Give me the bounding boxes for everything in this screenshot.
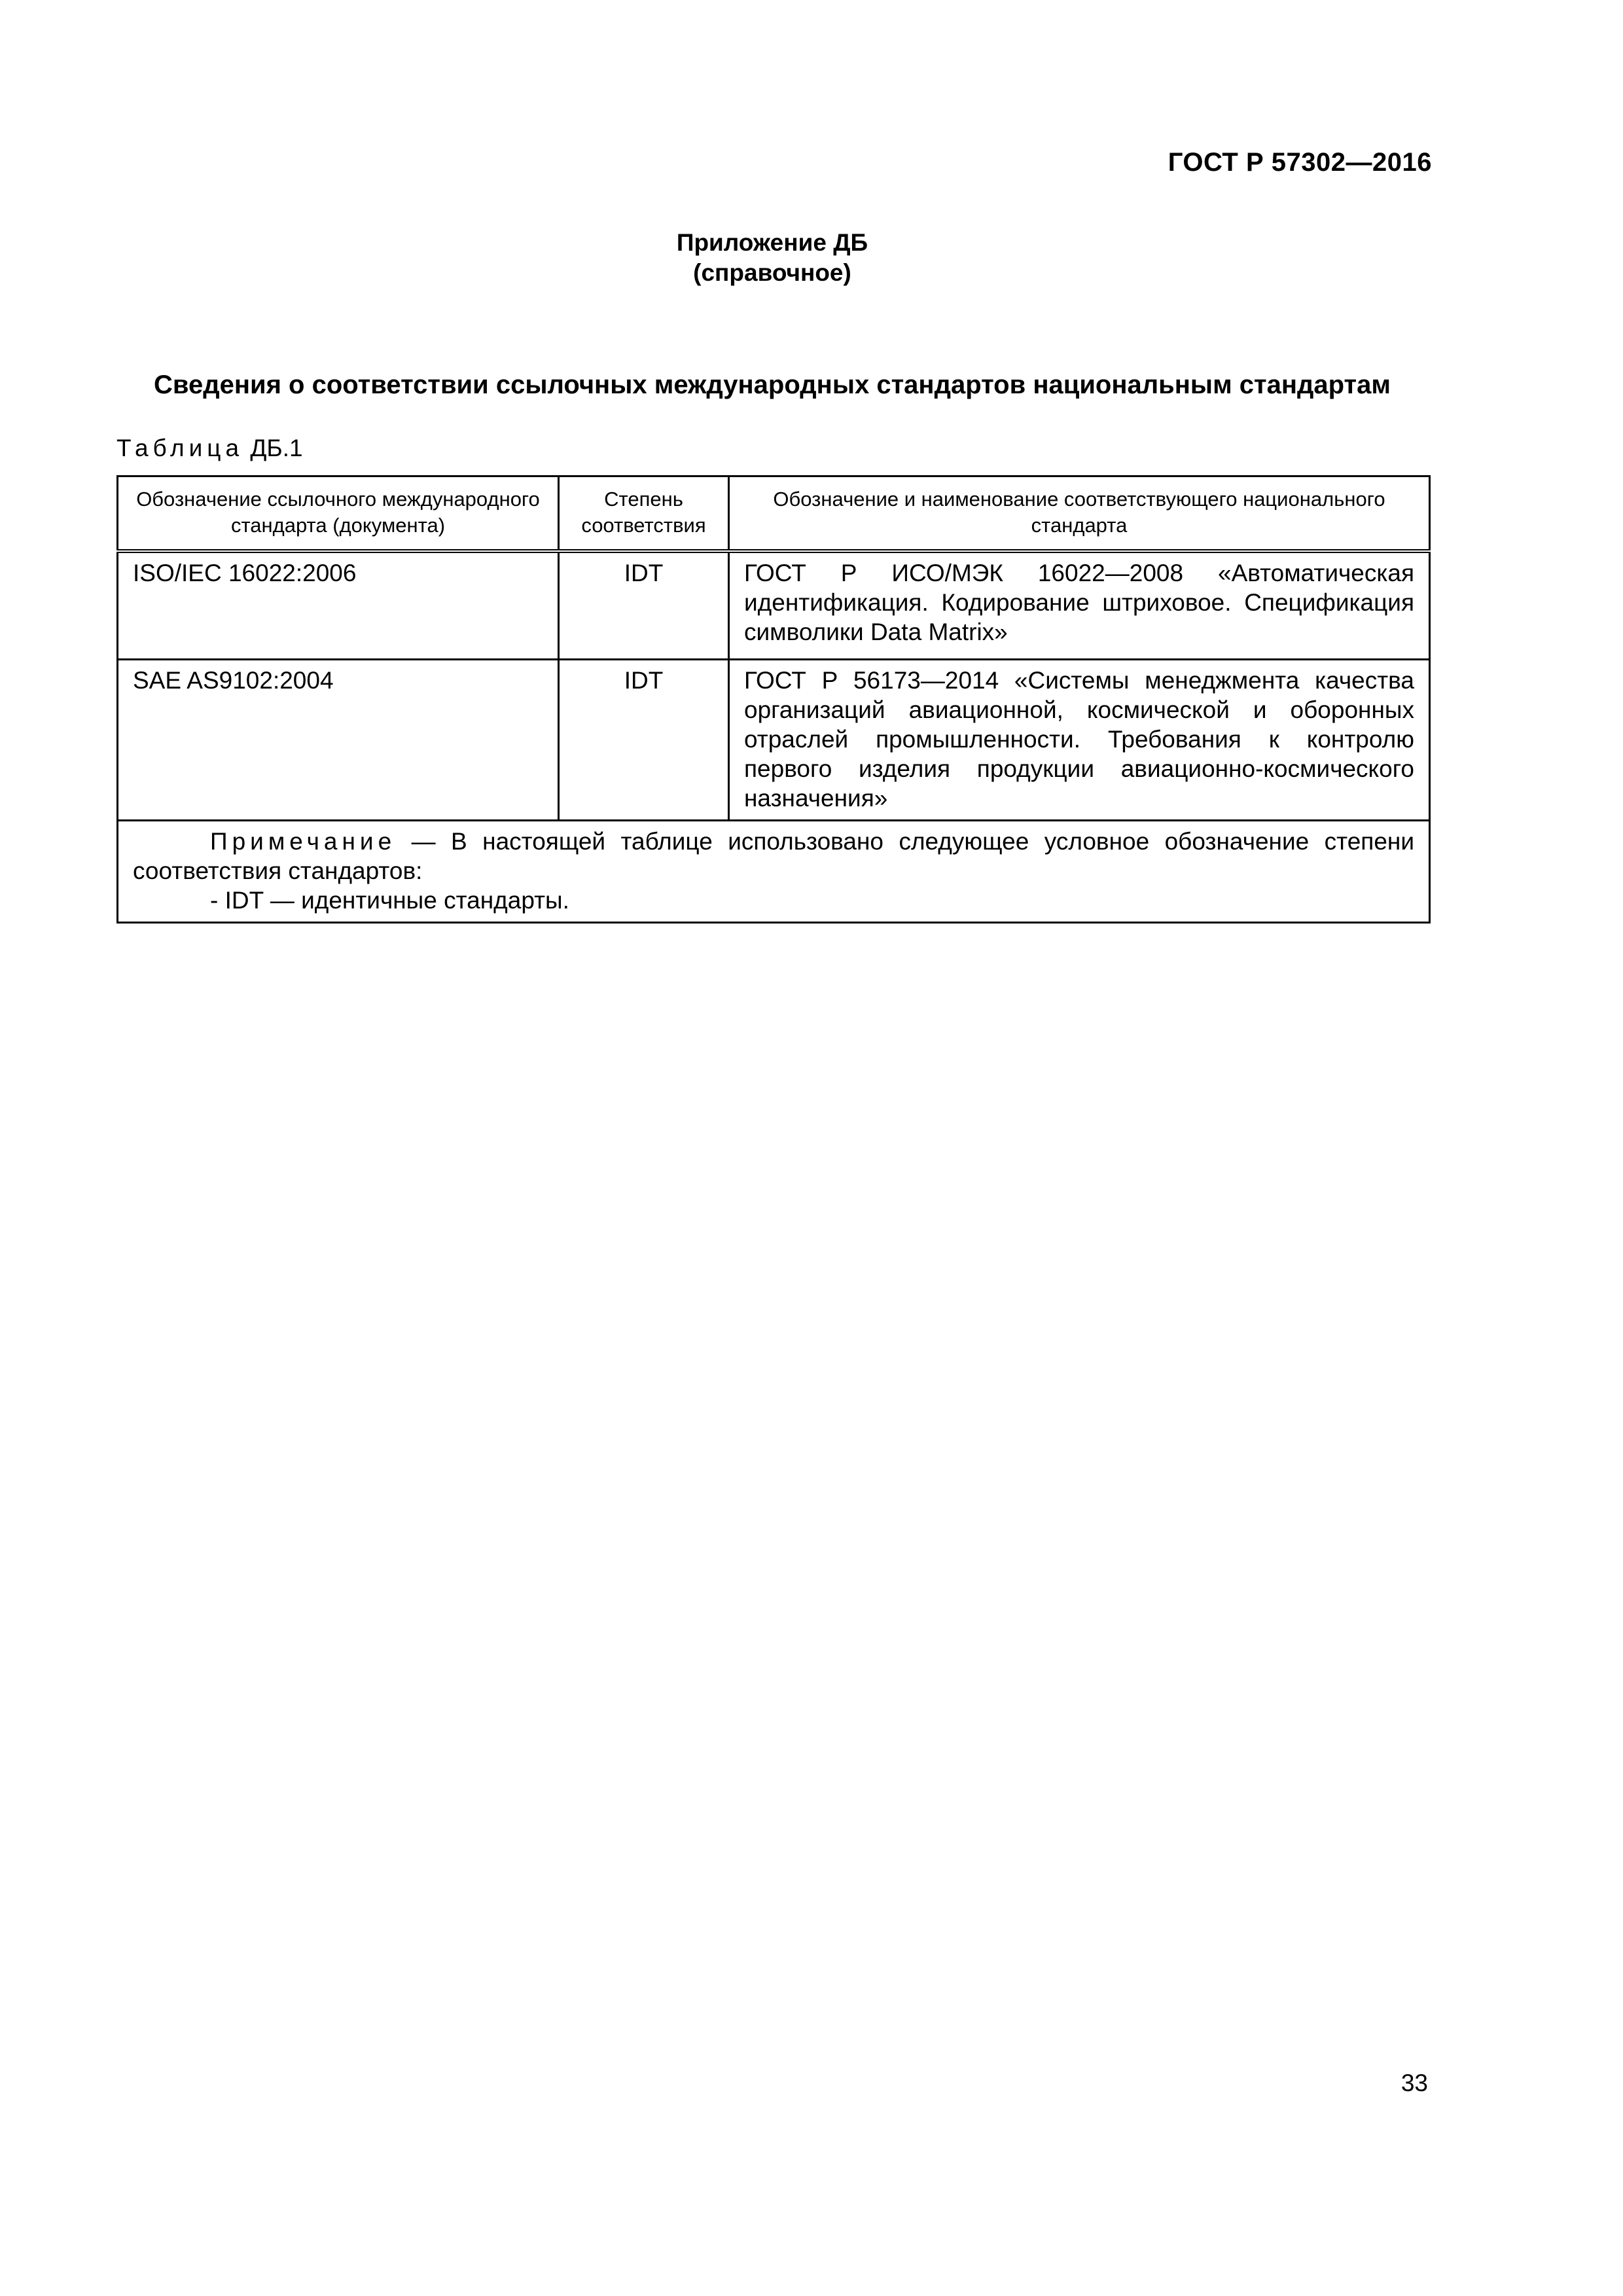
appendix-title: Приложение ДБ [676,229,868,256]
table-note [118,820,1430,922]
cell-degree: IDT [559,659,729,820]
cell-national-standard: ГОСТ Р 56173—2014 «Системы менеджмента качества организаций авиационной, космической и оборонных отраслей промышленности. Требования к контролю первого изделия продукции авиационно-космического назначения» [729,659,1430,820]
page-number: 33 [1400,2070,1428,2096]
table-note-row [118,820,1430,922]
note-paragraph [133,827,1414,886]
table-row [118,551,1430,659]
cell-degree: IDT [559,551,729,659]
table-caption-number: ДБ.1 [250,435,303,461]
note-text: — В настоящей таблице использовано следующее условное обозначение степени соответствия стандартов: [133,827,1414,884]
standard-code: ГОСТ Р 57302—2016 [1168,148,1432,177]
table-caption [116,435,303,462]
table-caption-label: Таблица [116,435,244,461]
table-row [118,659,1430,820]
appendix-heading [0,228,1544,288]
cell-international-standard: SAE AS9102:2004 [118,659,559,820]
table-header-row [118,476,1430,552]
header-international-standard: Обозначение ссылочного международного стандарта (документа) [118,476,559,552]
header-national-standard: Обозначение и наименование соответствующего национального стандарта [729,476,1430,552]
cell-international-standard: ISO/IEC 16022:2006 [118,551,559,659]
section-title: Сведения о соответствии ссылочных международных стандартов национальным стандартам [154,370,1391,399]
note-label: Примечание [210,827,397,855]
header-degree: Степень соответствия [559,476,729,552]
standards-correspondence-table [116,475,1431,924]
appendix-subtitle: (справочное) [693,259,851,286]
note-list-item: - IDT — идентичные стандарты. [210,886,569,914]
cell-national-standard: ГОСТ Р ИСО/МЭК 16022—2008 «Автоматическая идентификация. Кодирование штриховое. Спецификация символики Data Matrix» [729,551,1430,659]
